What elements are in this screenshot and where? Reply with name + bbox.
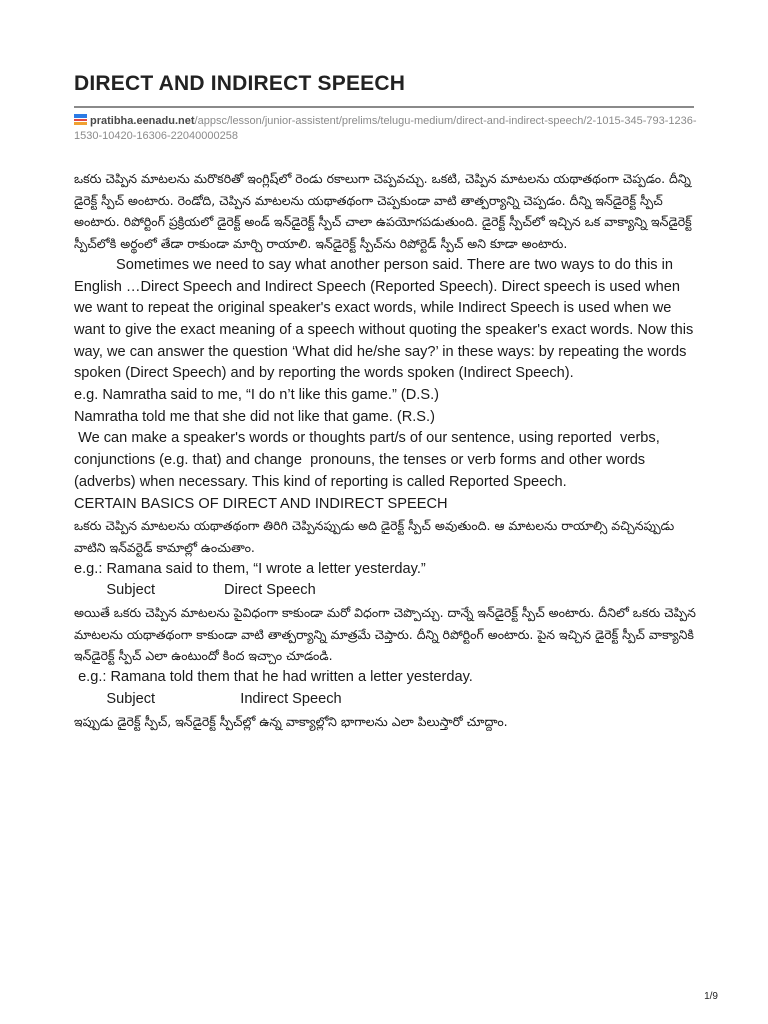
- source-url[interactable]: [74, 114, 698, 144]
- intro-english-paragraph: Sometimes we need to say what another person said. There are two ways to do this in English …Direct Speech and Indirect Speech (Reported Speech). Direct speech is used when we want to repeat the original speaker's exact words, while Indirect Speech is used when we want to give the exact meaning of a speech without quoting the speaker's exact words. Now this way, we can answer the question ‘What did he/she say?’ in these ways: by repeating the words spoken (Direct Speech) and by reporting the words spoken (Indirect Speech).: [74, 256, 694, 382]
- reported-speech-paragraph: We can make a speaker's words or thoughts part/s of our sentence, using reported verbs, conjunctions (e.g. that) and change pronouns, the tenses or verb forms and other words (adverbs) when necessary. This kind of reporting is called Reported Speech.: [74, 430, 664, 490]
- example-direct-speech: e.g. Namratha said to me, “I do n’t like this game.” (D.S.): [74, 387, 439, 404]
- article-body: [74, 168, 700, 732]
- example-direct-ramana: e.g.: Ramana said to them, “I wrote a letter yesterday.”: [74, 560, 426, 577]
- page-title: DIRECT AND INDIRECT SPEECH: [74, 72, 406, 95]
- source-domain[interactable]: pratibha.eenadu.net: [90, 115, 195, 127]
- title-divider: [74, 106, 694, 108]
- example-reported-speech: Namratha told me that she did not like that game. (R.S.): [74, 408, 435, 425]
- direct-speech-telugu-paragraph: ఒకరు చెప్పిన మాటలను యథాతథంగా తిరిగి చెప్పినప్పుడు అది డైరెక్ట్ స్పీచ్ అవుతుంది. ఆ మాటలను రాయాల్సి వచ్చినప్పుడు వాటిని ఇన్‌వర్టెడ్ కామాల్లో ఉంచుతాం.: [74, 518, 675, 555]
- eenadu-pratibha-logo-icon: [74, 114, 87, 125]
- indirect-speech-telugu-paragraph: అయితే ఒకరు చెప్పిన మాటలను పైవిధంగా కాకుండా మరో విధంగా చెప్పొచ్చు. దాన్నే ఇన్‌డైరెక్ట్ స్పీచ్ అంటారు. దీనిలో ఒకరు చెప్పిన మాటలను యథాతథంగా కాకుండా వాటి తాత్పర్యాన్ని మాత్రమే చెప్తారు. దీన్ని రిపోర్టింగ్ అంటారు. పైన ఇచ్చిన డైరెక్ట్ స్పీచ్ వాక్యానికి ఇన్‌డైరెక్ట్ స్పీచ్ ఎలా ఉంటుందో కింద ఇచ్చాం చూడండి.: [74, 605, 696, 664]
- closing-telugu-paragraph: ఇప్పుడు డైరెక్ట్ స్పీచ్, ఇన్‌డైరెక్ట్ స్పీచ్‌ల్లో ఉన్న వాక్యాల్లోని భాగాలను ఎలా పిలుస్తారో చూద్దాం.: [74, 713, 508, 729]
- source-path[interactable]: /appsc/lesson/junior-assistent/prelims/telugu-medium/direct-and-indirect-speech/2-1015-345-793-1236-1530-10420-16306-22040000258: [74, 115, 697, 142]
- intro-telugu-paragraph: ఒకరు చెప్పిన మాటలను మరొకరితో ఇంగ్లిష్‌లో రెండు రకాలుగా చెప్పవచ్చు. ఒకటి, చెప్పిన మాటలను యథాతథంగా చెప్పడం. దీన్ని డైరెక్ట్ స్పీచ్ అంటారు. రెండోది, చెప్పిన మాటలను యథాతథంగా చెప్పకుండా వాటి తాత్పర్యాన్ని చెప్పడం. దీన్ని ఇన్‌డైరెక్ట్ స్పీచ్ అంటారు. రిపోర్టింగ్ ప్రక్రియలో డైరెక్ట్ అండ్ ఇన్‌డైరెక్ట్ స్పీచ్ చాలా ఉపయోగపడుతుంది. డైరెక్ట్ స్పీచ్‌లో ఇచ్చిన ఒక వాక్యాన్ని ఇన్‌డైరెక్ట్ స్పీచ్‌లోకి అర్థంలో తేడా రాకుండా మార్చి రాయాలి. ఇన్‌డైరెక్ట్ స్పీచ్‌ను రిపోర్టెడ్ స్పీచ్ అని కూడా అంటారు.: [74, 171, 692, 252]
- example-indirect-ramana: e.g.: Ramana told them that he had written a letter yesterday.: [74, 669, 473, 686]
- page-number: 1/9: [704, 991, 718, 1002]
- example-indirect-caption: Subject Indirect Speech: [74, 690, 342, 707]
- section-heading: CERTAIN BASICS OF DIRECT AND INDIRECT SPEECH: [74, 495, 448, 512]
- example-direct-caption: Subject Direct Speech: [74, 582, 316, 599]
